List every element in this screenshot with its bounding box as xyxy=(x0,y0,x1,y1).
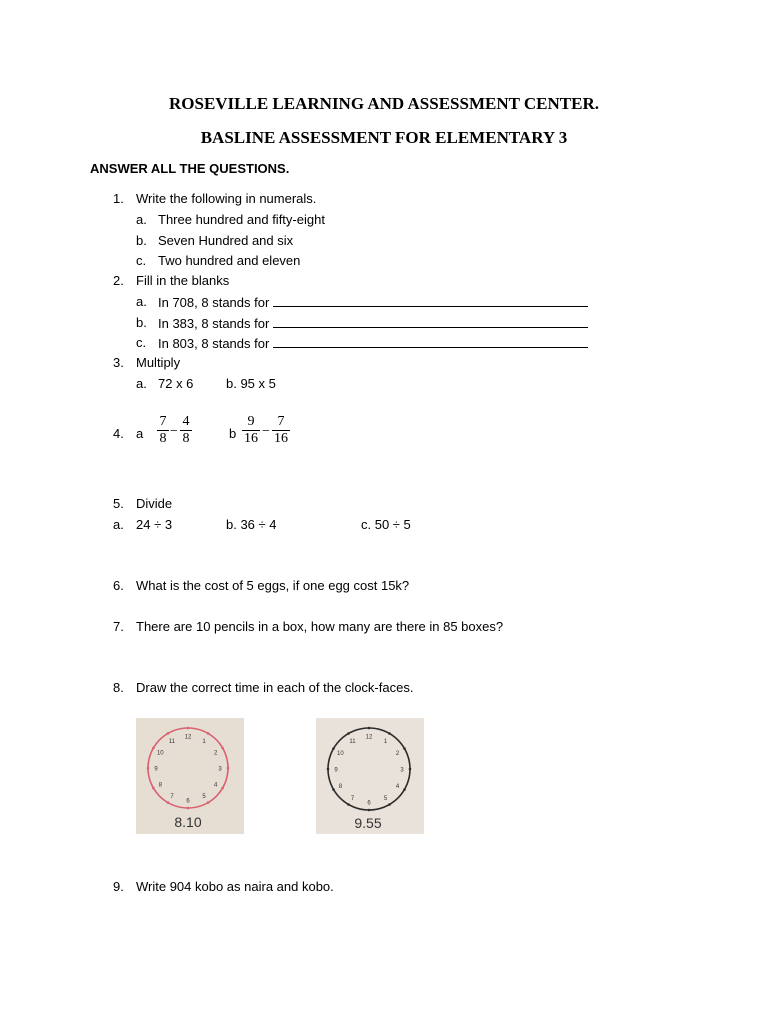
q2a-text: In 708, 8 stands for xyxy=(158,295,270,310)
clock-numeral: 1 xyxy=(202,738,206,745)
clock-caption: 8.10 xyxy=(174,814,202,830)
q1-text: Write the following in numerals. xyxy=(136,191,317,206)
denominator: 16 xyxy=(274,431,288,446)
denominator: 16 xyxy=(244,431,258,446)
q2b-text: In 383, 8 stands for xyxy=(158,316,270,331)
denominator: 8 xyxy=(159,431,167,446)
clock-numeral: 6 xyxy=(186,798,190,805)
clock-tick xyxy=(368,809,371,812)
clock-tick xyxy=(167,732,170,735)
clock-tick xyxy=(332,788,335,791)
clock-tick xyxy=(227,767,230,770)
clock-tick xyxy=(327,768,330,771)
fraction-b-second xyxy=(272,414,290,447)
instruction: ANSWER ALL THE QUESTIONS. xyxy=(90,161,290,176)
q2c-text: In 803, 8 stands for xyxy=(158,336,270,351)
fraction-a-first xyxy=(157,414,169,447)
q2-text: Fill in the blanks xyxy=(136,273,230,288)
q1b-label: b. xyxy=(136,233,147,248)
minus-sign: − xyxy=(262,424,270,439)
q3-text: Multiply xyxy=(136,355,181,370)
q5b-text: b. 36 ÷ 4 xyxy=(226,517,277,532)
clock-tick xyxy=(403,788,406,791)
q6-number: 6. xyxy=(113,578,124,593)
clock-numeral: 6 xyxy=(367,800,371,807)
q2a-row xyxy=(158,294,588,310)
q2c-label: c. xyxy=(136,335,147,350)
clock-numeral: 7 xyxy=(170,794,174,801)
clock-tick xyxy=(187,727,190,730)
q5c-text: c. 50 ÷ 5 xyxy=(361,517,411,532)
clock-tick xyxy=(347,732,350,735)
q1a-label: a. xyxy=(136,212,147,227)
minus-sign: − xyxy=(170,424,178,439)
clock-tick xyxy=(388,803,391,806)
clock-numeral: 12 xyxy=(365,734,373,741)
clock-tick xyxy=(221,747,224,750)
clock-tick xyxy=(221,787,224,790)
center-name: ROSEVILLE LEARNING AND ASSESSMENT CENTER. xyxy=(168,94,599,113)
clock-tick xyxy=(332,747,335,750)
assessment-title: BASLINE ASSESSMENT FOR ELEMENTARY 3 xyxy=(200,128,568,147)
clock-tick xyxy=(147,767,150,770)
numerator: 9 xyxy=(247,414,255,429)
q3a-label: a. xyxy=(136,376,147,391)
q1a-text: Three hundred and fifty-eight xyxy=(158,212,325,227)
numerator: 7 xyxy=(159,414,167,429)
clock-numeral: 10 xyxy=(156,750,164,757)
q7-number: 7. xyxy=(113,619,124,634)
clock-tick xyxy=(409,768,412,771)
clock-numeral: 12 xyxy=(184,734,192,741)
q2-number: 2. xyxy=(113,273,124,288)
answer-blank[interactable] xyxy=(273,315,588,328)
clock-face-photo-1[interactable] xyxy=(136,718,244,834)
clock-caption: 9.55 xyxy=(354,815,382,831)
clock-numeral: 9 xyxy=(334,767,338,774)
clock-numeral: 1 xyxy=(383,738,388,745)
denominator: 8 xyxy=(182,431,190,446)
clock-tick xyxy=(403,747,406,750)
clock-tick xyxy=(207,801,210,804)
clock-numeral: 11 xyxy=(168,738,176,745)
clock-numeral: 4 xyxy=(214,782,218,789)
clock-tick xyxy=(152,787,155,790)
clock-numeral: 3 xyxy=(400,767,404,774)
clock-tick xyxy=(152,747,155,750)
q5a-text: 24 ÷ 3 xyxy=(136,517,173,532)
q3b-text: b. 95 x 5 xyxy=(226,376,276,391)
q5a-label: a. xyxy=(113,517,124,532)
q9-number: 9. xyxy=(113,879,124,894)
q2a-label: a. xyxy=(136,294,147,309)
clock-tick xyxy=(167,801,170,804)
q2b-label: b. xyxy=(136,315,147,330)
q9-text: Write 904 kobo as naira and kobo. xyxy=(136,879,334,894)
q3-number: 3. xyxy=(113,355,124,370)
q2c-row xyxy=(158,335,588,351)
clock-numeral: 2 xyxy=(395,751,400,757)
clock-numeral: 10 xyxy=(337,751,344,757)
clock-numeral: 11 xyxy=(349,738,356,745)
numerator: 4 xyxy=(182,414,190,429)
clock-numeral: 8 xyxy=(338,784,343,790)
q7-text: There are 10 pencils in a box, how many are there in 85 boxes? xyxy=(136,619,504,634)
answer-blank[interactable] xyxy=(273,335,588,348)
clock-numeral: 7 xyxy=(350,796,355,803)
q4b-label: b xyxy=(229,426,237,441)
answer-blank[interactable] xyxy=(273,294,588,307)
numerator: 7 xyxy=(277,414,285,429)
q5-number: 5. xyxy=(113,496,124,511)
fraction-b-first xyxy=(242,414,260,447)
clock-numeral: 3 xyxy=(218,766,222,773)
q5-text: Divide xyxy=(136,496,173,511)
q1-number: 1. xyxy=(113,191,124,206)
clock-face-photo-2[interactable] xyxy=(316,718,424,834)
clock-numeral: 5 xyxy=(383,796,388,803)
q4a-label: a xyxy=(136,426,144,441)
q2b-row xyxy=(158,315,588,331)
q1c-text: Two hundred and eleven xyxy=(158,253,301,268)
clock-tick xyxy=(368,727,371,730)
clock-numeral: 5 xyxy=(202,794,206,801)
fraction-a-second xyxy=(180,414,192,447)
clock-numeral: 9 xyxy=(154,766,158,773)
q1b-text: Seven Hundred and six xyxy=(158,233,294,248)
q3a-text: 72 x 6 xyxy=(158,376,194,391)
clock-tick xyxy=(207,732,210,735)
clock-numeral: 4 xyxy=(395,784,400,790)
q8-text: Draw the correct time in each of the clock-faces. xyxy=(136,680,414,695)
clock-tick xyxy=(347,803,350,806)
q6-text: What is the cost of 5 eggs, if one egg cost 15k? xyxy=(136,578,410,593)
clock-tick xyxy=(187,807,190,810)
q8-number: 8. xyxy=(113,680,124,695)
q4-number: 4. xyxy=(113,426,124,441)
clock-tick xyxy=(388,732,391,735)
q1c-label: c. xyxy=(136,253,147,268)
clock-numeral: 2 xyxy=(214,750,218,757)
clock-numeral: 8 xyxy=(158,782,162,789)
